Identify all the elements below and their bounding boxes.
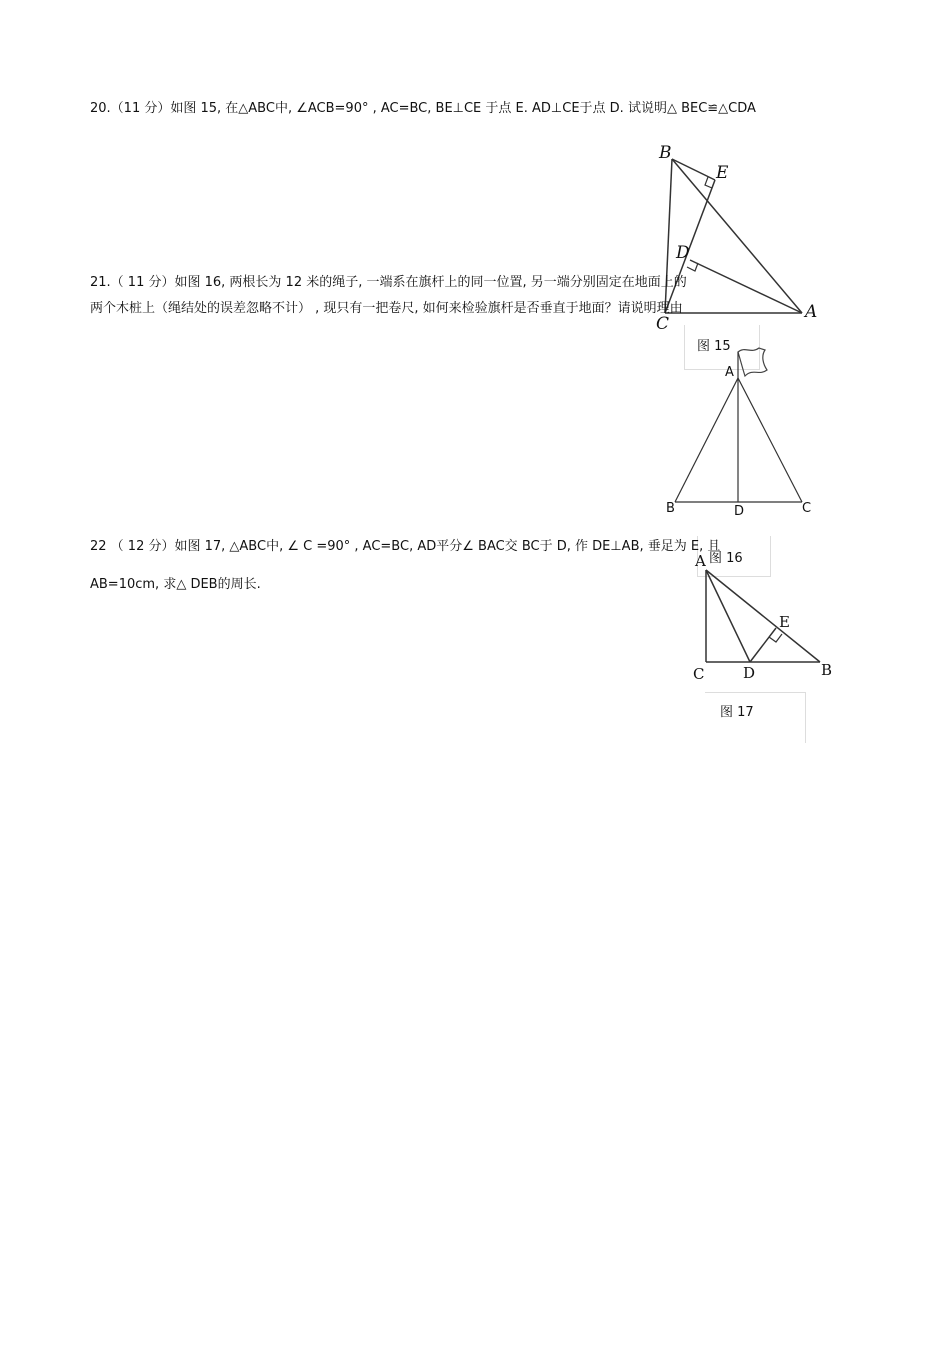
fig15-side-BA [672,159,802,313]
fig15-label-D: D [676,243,690,263]
fig17-bisector-AD [706,570,750,662]
fig17-side-AB [706,570,820,662]
figure-17 [680,550,840,685]
fig17-label-E: E [779,613,790,631]
question-22-line-1: 22 （ 12 分）如图 17, △ABC中, ∠ C =90° , AC=BC, AD平分∠ BAC交 BC于 D, 作 DE⊥AB, 垂足为 E, 且 [90,539,721,554]
fig16-rope-AC [738,378,802,502]
fig16-caption: 图 16 [709,551,743,566]
question-21-line-1: 21.（ 11 分）如图 16, 两根长为 12 米的绳子, 一端系在旗杆上的同一位置, 另一端分别固定在地面上的 [90,275,687,290]
question-20-text: 20.（11 分）如图 15, 在△ABC中, ∠ACB=90° , AC=BC, BE⊥CE 于点 E. AD⊥CE于点 D. 试说明△ BEC≌△CDA [90,101,756,116]
fig15-line-AD [690,260,802,313]
fig17-perpendicular-DE [750,628,776,662]
fig15-line-CE [665,180,715,313]
question-21-line-2: 两个木桩上（绳结处的误差忽略不计） , 现只有一把卷尺, 如何来检验旗杆是否垂直于地面？请说明理由 [90,301,683,316]
fig16-label-A: A [725,365,734,380]
fig15-label-B: B [659,143,672,163]
fig16-label-D: D [734,504,745,519]
fig15-line-BE [672,159,715,180]
fig17-label-C: C [693,665,705,683]
fig16-flag [738,348,767,376]
fig17-label-D: D [743,664,756,682]
fig17-label-B: B [821,661,833,679]
fig16-label-B: B [666,501,675,516]
figure-16 [655,340,830,520]
fig16-rope-AB [675,378,738,502]
fig16-label-C: C [802,501,812,516]
fig17-caption: 图 17 [720,705,754,720]
fig15-label-E: E [716,163,729,183]
fig15-right-angle-D [687,263,698,271]
question-22-line-2: AB=10cm, 求△ DEB的周长. [90,577,261,592]
fig17-label-A: A [695,552,706,570]
fig15-label-A: A [805,302,818,322]
fig15-caption: 图 15 [697,339,731,354]
fig15-label-C: C [656,314,670,334]
